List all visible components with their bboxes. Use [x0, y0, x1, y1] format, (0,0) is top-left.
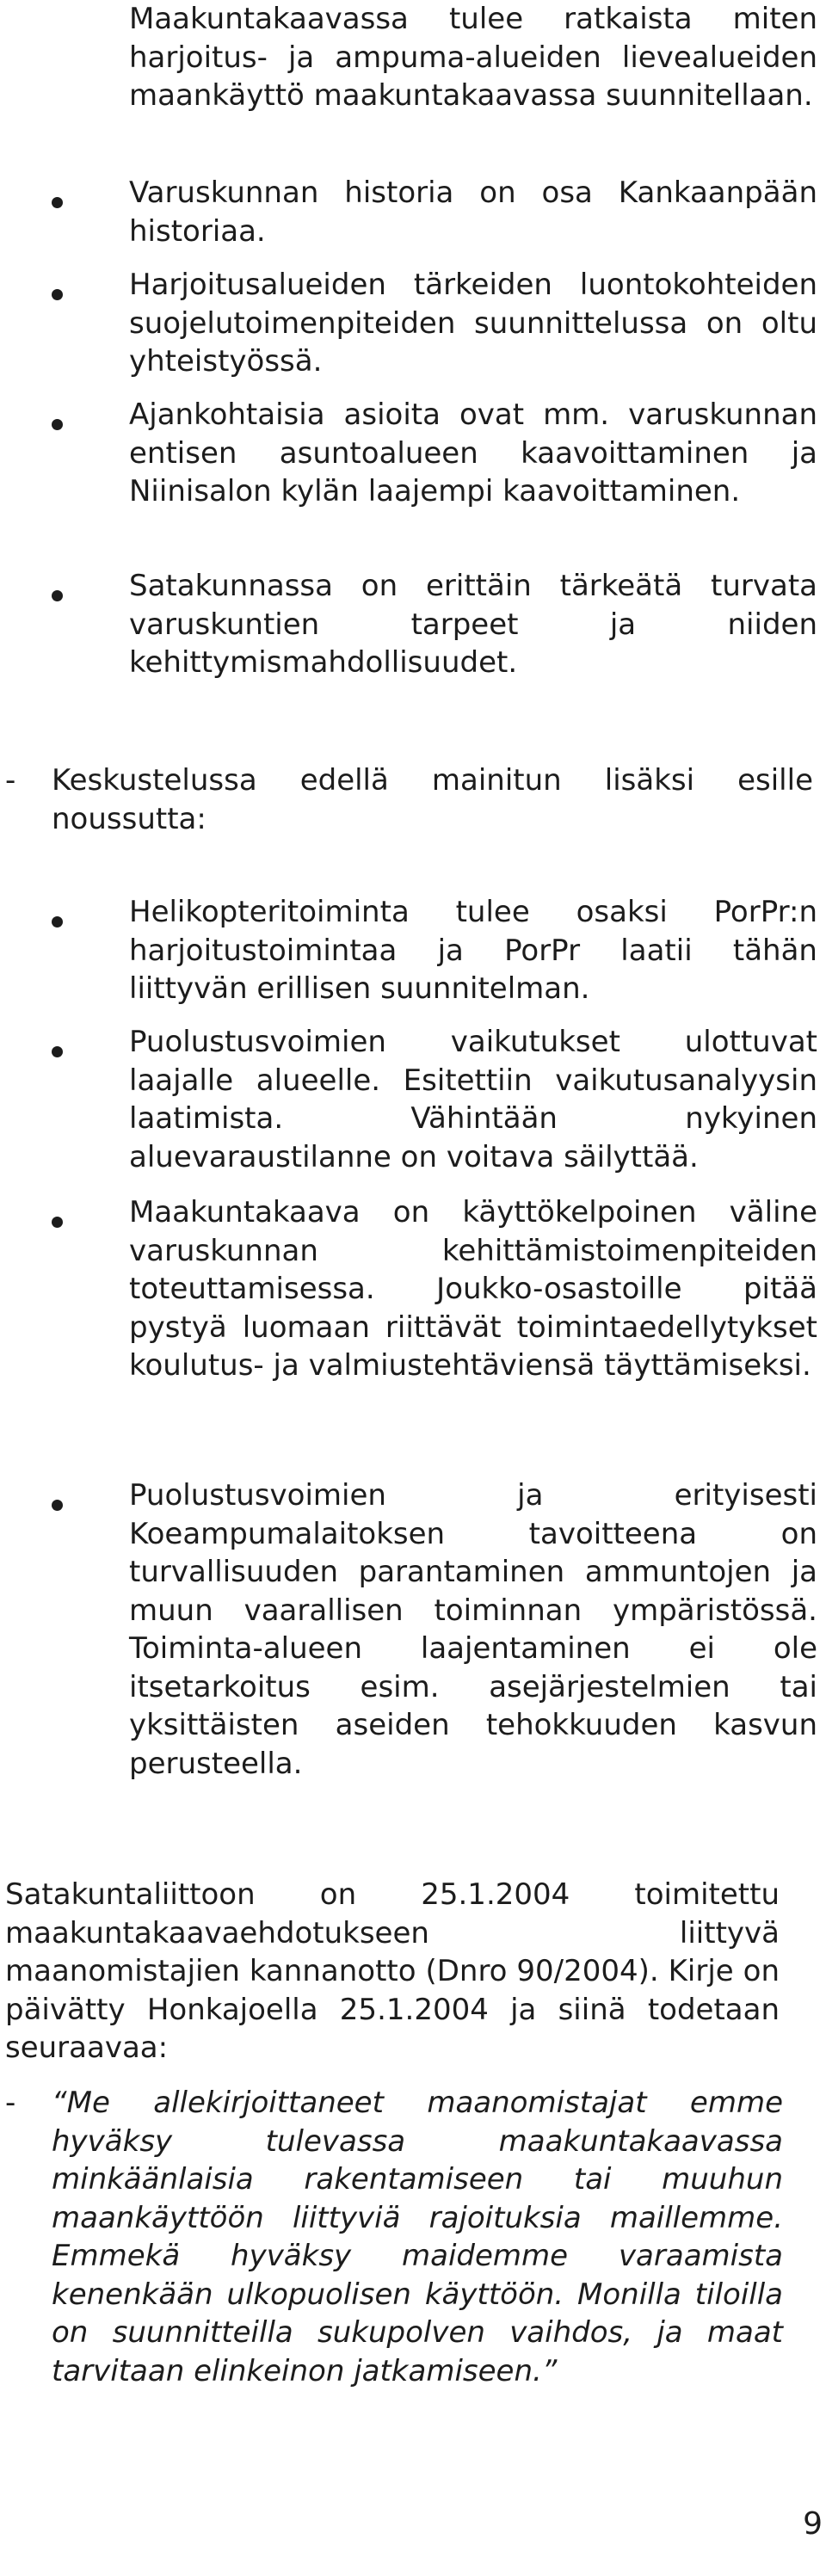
bullet-text-4: Ajankohtaisia asioita ovat mm. varuskunnan entisen asuntoalueen kaavoittaminen ja Niinisalon kylän laajempi kaavoittaminen. [129, 397, 817, 508]
dash-marker: - [5, 763, 16, 798]
bullet-text-5: Satakunnassa on erittäin tärkeätä turvata varuskuntien tarpeet ja niiden kehittymismahdollisuudet. [129, 569, 817, 680]
bullet-text-8: Maakuntakaava on käyttökelpoinen väline varuskunnan kehittämistoimenpiteiden toteuttamisessa. Joukko-osastoille pitää pystyä luomaan riittävät toimintaedellytykset koulutus- ja valmiustehtäviensä täyttämiseksi. [129, 1195, 817, 1383]
bullet-dot-icon [52, 1046, 63, 1057]
bullet-dot-icon [52, 1217, 63, 1228]
discussion-intro: Keskustelussa edellä mainitun lisäksi esille noussutta: [52, 763, 813, 836]
bullet-dot-icon [52, 419, 63, 430]
bullet-text-9: Puolustusvoimien ja erityisesti Koeampumalaitoksen tavoitteena on turvallisuuden parantaminen ammuntojen ja muun vaarallisen toiminnan ympäristössä. Toiminta-alueen laajentaminen ei ole itsetarkoitus esim. asejärjestelmien tai yksittäisten aseiden tehokkuuden kasvun perusteella. [129, 1478, 817, 1781]
bullet-dot-icon [52, 916, 63, 927]
bullet-text-6: Helikopteritoiminta tulee osaksi PorPr:n harjoitustoimintaa ja PorPr laatii tähän liittyvän erillisen suunnitelman. [129, 895, 817, 1006]
bullet-dot-icon [52, 289, 63, 300]
bullet-text-7: Puolustusvoimien vaikutukset ulottuvat laajalle alueelle. Esitettiin vaikutusanalyysin laatimista. Vähintään nykyinen aluevaraustilanne on voitava säilyttää. [129, 1025, 817, 1174]
bullet-dot-icon [52, 197, 63, 208]
bullet-text-1: Maakuntakaavassa tulee ratkaista miten harjoitus- ja ampuma-alueiden lievealueiden maankäyttö maakuntakaavassa suunnitellaan. [129, 2, 817, 113]
page-number: 9 [803, 2506, 823, 2542]
dash-marker: - [5, 2086, 16, 2120]
bullet-text-2: Varuskunnan historia on osa Kankaanpään historiaa. [129, 176, 817, 249]
bullet-dot-icon [52, 590, 63, 601]
statement-paragraph: Satakuntaliittoon on 25.1.2004 toimitettu maakuntakaavaehdotukseen liittyvä maanomistajien kannanotto (Dnro 90/2004). Kirje on päivätty Honkajoella 25.1.2004 ja siinä todetaan seuraavaa: [5, 1877, 780, 2065]
landowner-quote: “Me allekirjoittaneet maanomistajat emme hyväksy tulevassa maakuntakaavassa minkäänlaisia rakentamiseen tai muuhun maankäyttöön liittyviä rajoituksia maillemme. Emmekä hyväksy maidemme varaamista kenenkään ulkopuolisen käyttöön. Monilla tiloilla on suunnitteilla sukupolven vaihdos, ja maat tarvitaan elinkeinon jatkamiseen.” [52, 2086, 783, 2388]
bullet-dot-icon [52, 1500, 63, 1511]
bullet-text-3: Harjoitusalueiden tärkeiden luontokohteiden suojelutoimenpiteiden suunnittelussa on oltu yhteistyössä. [129, 268, 817, 379]
